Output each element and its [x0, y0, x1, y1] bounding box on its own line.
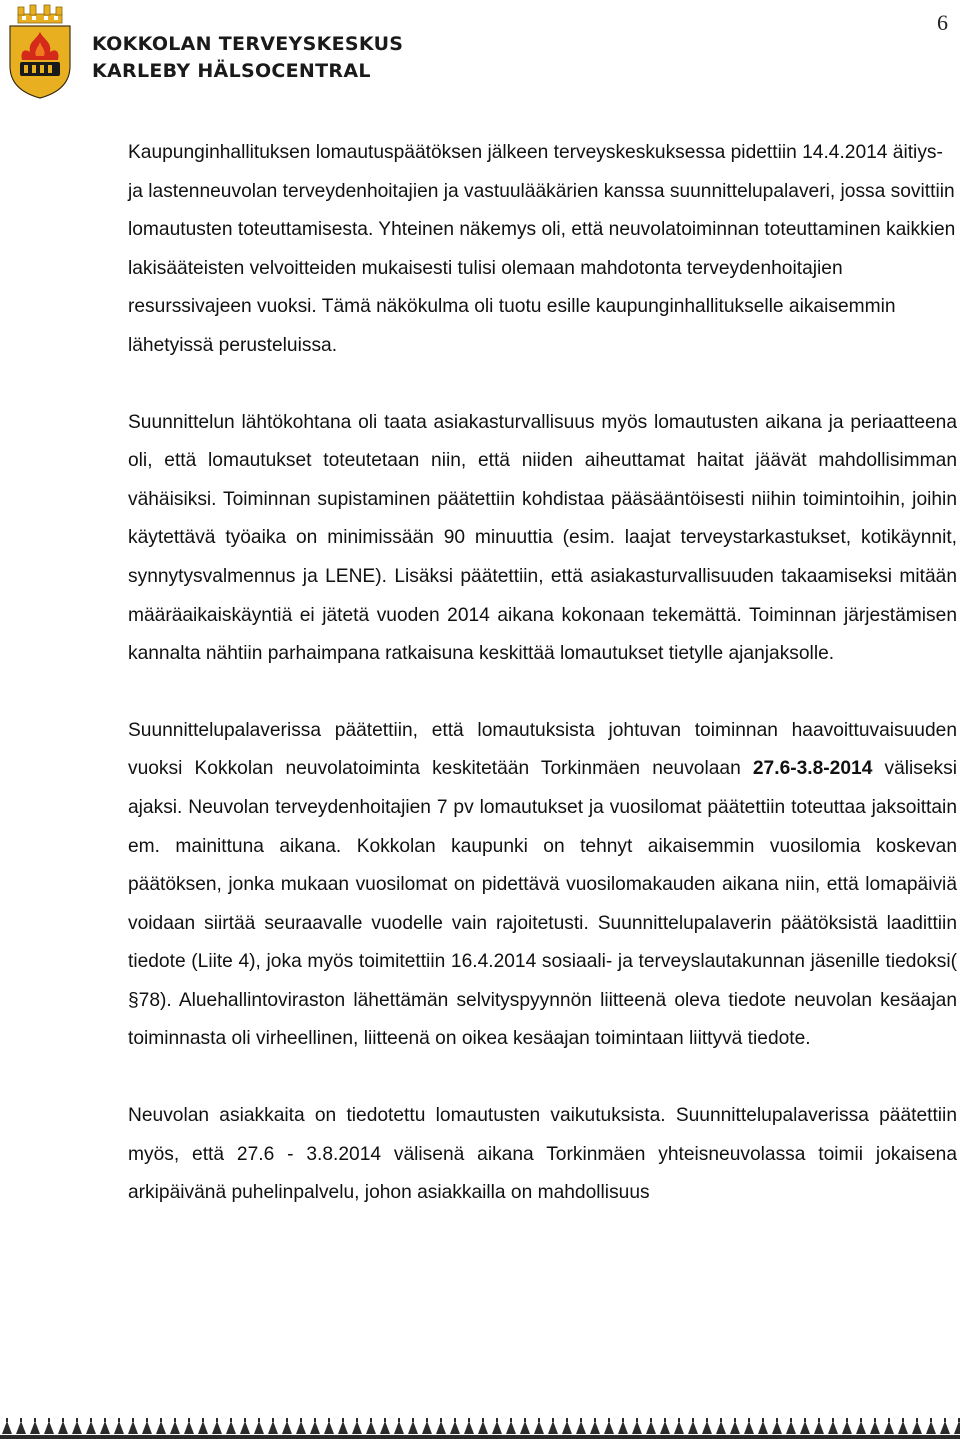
page-header — [0, 0, 960, 110]
paragraph-customer-information: Neuvolan asiakkaita on tiedotettu lomautusten vaikutuksista. Suunnittelupalaverissa päätettiin myös, että 27.6 - 3.8.2014 välisenä aikana Torkinmäen yhteisneuvolassa toimii jokaisena arkipäivänä puhelinpalvelu, johon asiakkailla on mahdollisuus — [128, 1105, 957, 1204]
paragraph-planning-basis: Suunnittelun lähtökohtana oli taata asiakasturvallisuus myös lomautusten aikana ja periaatteena oli, että lomautukset toteutetaan niin, että niiden aiheuttamat haitat jäävät mahdollisimman vähäisiksi. Toiminnan supistaminen päätettiin kohdistaa pääsääntöisesti niihin toimintoihin, joihin käytettävä työaika on minimissään 90 minuuttia (esim. laajat terveystarkastukset, kotikäynnit, synnytysvalmennus ja LENE). Lisäksi päätettiin, että asiakasturvallisuuden takaamiseksi mitään määräaikaiskäyntiä ei jätetä vuoden 2014 aikana kokonaan tekemättä. Toiminnan järjestämisen kannalta nähtiin parhaimpana ratkaisuna keskittää lomautukset tietylle ajanjaksolle. — [128, 411, 957, 665]
organization-name-finnish: KOKKOLAN TERVEYSKESKUS — [92, 33, 404, 55]
coat-of-arms-icon — [6, 4, 74, 100]
organization-name-swedish: KARLEBY HÄLSOCENTRAL — [92, 60, 371, 82]
paragraph-planning-meeting: Kaupunginhallituksen lomautuspäätöksen jälkeen terveyskeskuksessa pidettiin 14.4.2014 äitiys- ja lastenneuvolan terveydenhoitajien ja vastuulääkärien kanssa suunnittelupalaveri, jossa sovittiin lomautusten toteuttamisesta. Yhteinen näkemys oli, että neuvolatoiminnan toteuttaminen kaikkien lakisääteisten velvoitteiden mukaisesti tulisi olemaan mahdotonta terveydenhoitajien resurssivajeen vuoksi. Tämä näkökulma oli tuotu esille kaupunginhallitukselle aikaisemmin lähetyissä perusteluissa. — [128, 142, 956, 356]
paragraph-text: Suunnittelupalaverissa päätettiin, että lomautuksista johtuvan toiminnan haavoittuvaisuuden vuoksi Kokkolan neuvolatoiminta keskitetään Torkinmäen neuvolaan — [128, 719, 957, 780]
page-number: 6 — [937, 10, 948, 35]
paragraph-centralization-decision — [128, 712, 957, 1059]
date-range-emphasis: 27.6-3.8-2014 — [752, 758, 873, 780]
document-body — [128, 134, 957, 1251]
paragraph-text: väliseksi ajaksi. Neuvolan terveydenhoitajien 7 pv lomautukset ja vuosilomat päätettiin toteuttaa jaksoittain em. mainittuna aikana. Kokkolan kaupunki on tehnyt aikaisemmin vuosilomia koskevan päätöksen, jonka mukaan vuosilomat on pidettävä vuosilomakauden aikana niin, että lomapäiviä voidaan siirtää seuraavalle vuodelle vain rajoitetusti. Suunnittelupalaverin päätöksistä laadittiin tiedote (Liite 4), joka myös toimitettiin 16.4.2014 sosiaali- ja terveyslautakunnan jäsenille tiedoksi( §78). Aluehallintoviraston lähettämän selvityspyynnön liitteenä oleva tiedote neuvolan kesäajan toiminnasta oli virheellinen, liitteenä on oikea kesäajan toimintaan liittyvä tiedote. — [128, 758, 957, 1050]
ornamental-border-icon — [0, 1416, 960, 1439]
